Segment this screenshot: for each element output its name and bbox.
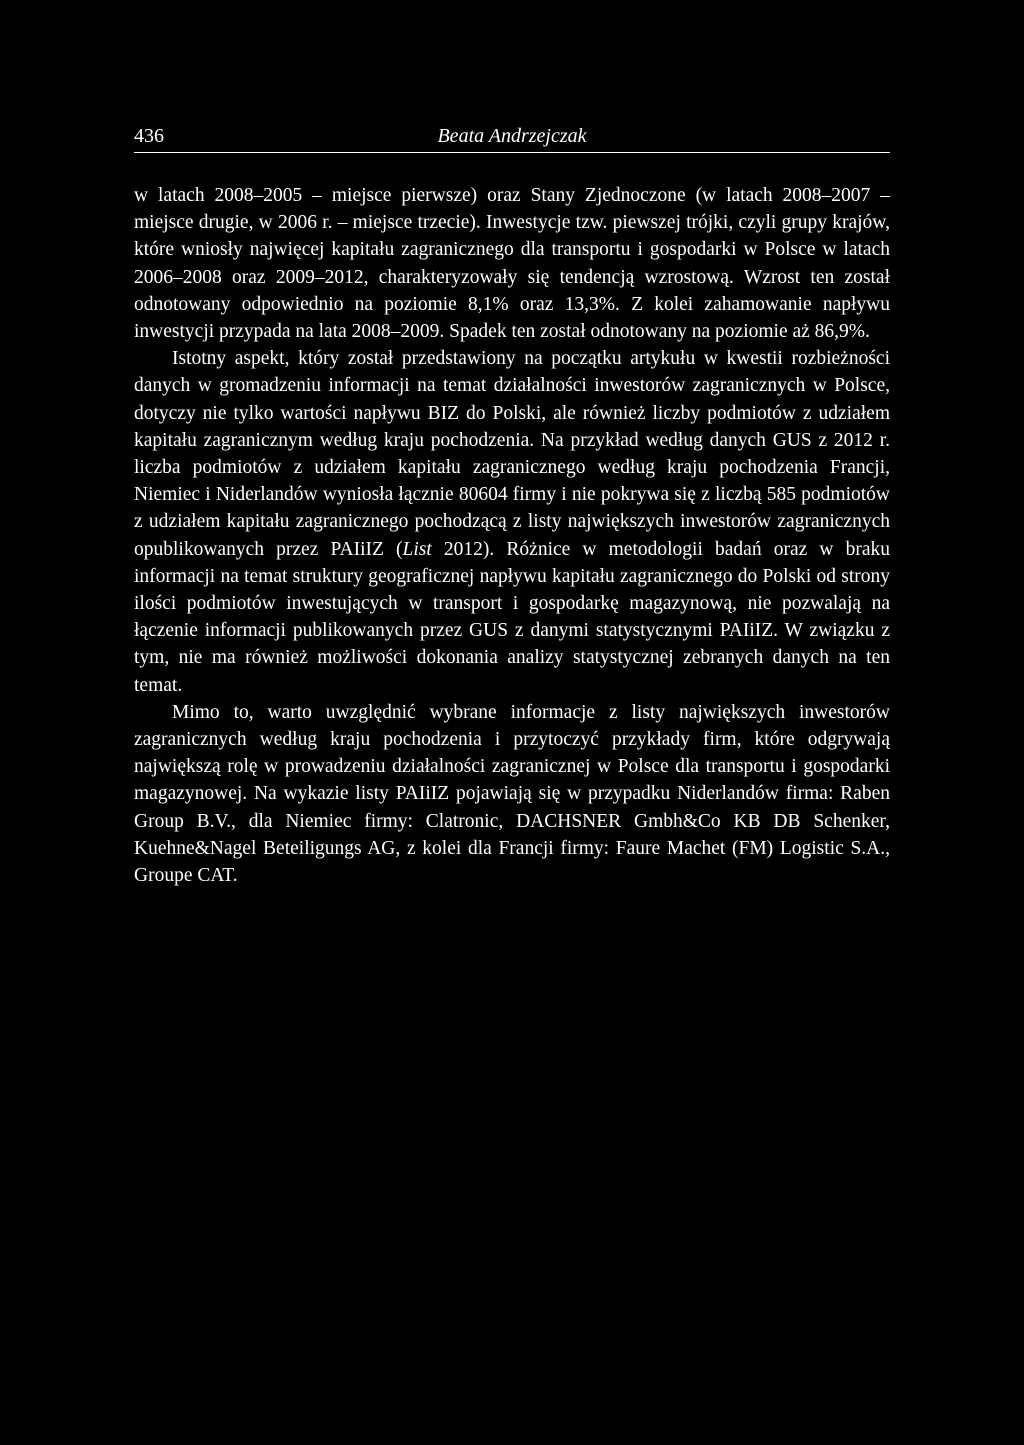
paragraph-2-text-before: Istotny aspekt, który został przedstawiony na początku artykułu w kwestii rozbieżności danych w gromadzeniu informacji na temat działalności inwestorów zagranicznych w Polsce, dotyczy nie tylko wartości napływu BIZ do Polski, ale również liczby podmiotów z udziałem kapitału zagranicznym według kraju pochodzenia. Na przykład według danych GUS z 2012 r. liczba podmiotów z udziałem kapitału zagranicznego według kraju pochodzenia Francji, Niemiec i Niderlandów wyniosła łącznie 80604 firmy i nie pokrywa się z liczbą 585 podmiotów z udziałem kapitału zagranicznego pochodzącą z listy największych inwestorów zagranicznych opublikowanych przez PAIiIZ (: [134, 348, 890, 560]
running-head: Beata Andrzejczak: [437, 125, 587, 147]
paragraph-2: [134, 345, 890, 699]
paragraph-1: w latach 2008–2005 – miejsce pierwsze) oraz Stany Zjednoczone (w latach 2008–2007 – miejsce drugie, w 2006 r. – miejsce trzecie). Inwestycje tzw. piewszej trójki, czyli grupy krajów, które wniosły najwięcej kapitału zagranicznego dla transportu i gospodarki w Polsce w latach 2006–2008 oraz 2009–2012, charakteryzowały się tendencją wzrostową. Wzrost ten został odnotowany odpowiednio na poziomie 8,1% oraz 13,3%. Z kolei zahamowanie napływu inwestycji przypada na lata 2008–2009. Spadek ten został odnotowany na poziomie aż 86,9%.: [134, 185, 890, 343]
body-text: [134, 182, 890, 889]
paragraph-3: Mimo to, warto uwzględnić wybrane informacje z listy największych inwestorów zagranicznych według kraju pochodzenia i przytoczyć przykłady firm, które odgrywają największą rolę w prowadzeniu działalności zagranicznej w Polsce dla transportu i gospodarki magazynowej. Na wykazie listy PAIiIZ pojawiają się w przypadku Niderlandów firma: Raben Group B.V., dla Niemiec firmy: Clatronic, DACHSNER Gmbh&Co KB DB Schenker, Kuehne&Nagel Beteiligungs AG, z kolei dla Francji firmy: Faure Machet (FM) Logistic S.A., Groupe CAT.: [134, 701, 890, 887]
page-header: [134, 124, 890, 153]
paragraph-2-text-after: 2012). Różnice w metodologii badań oraz w braku informacji na temat struktury geograficznej napływu kapitału zagranicznego do Polski od strony ilości podmiotów inwestujących w transport i gospodarkę magazynową, nie pozwalają na łączenie informacji publikowanych przez GUS z danymi statystycznymi PAIiIZ. W związku z tym, nie ma również możliwości dokonania analizy statystycznej zebranych danych na ten temat.: [134, 538, 890, 696]
paragraph-2-italic-citation: List: [402, 538, 432, 560]
page-number: 436: [134, 125, 164, 147]
